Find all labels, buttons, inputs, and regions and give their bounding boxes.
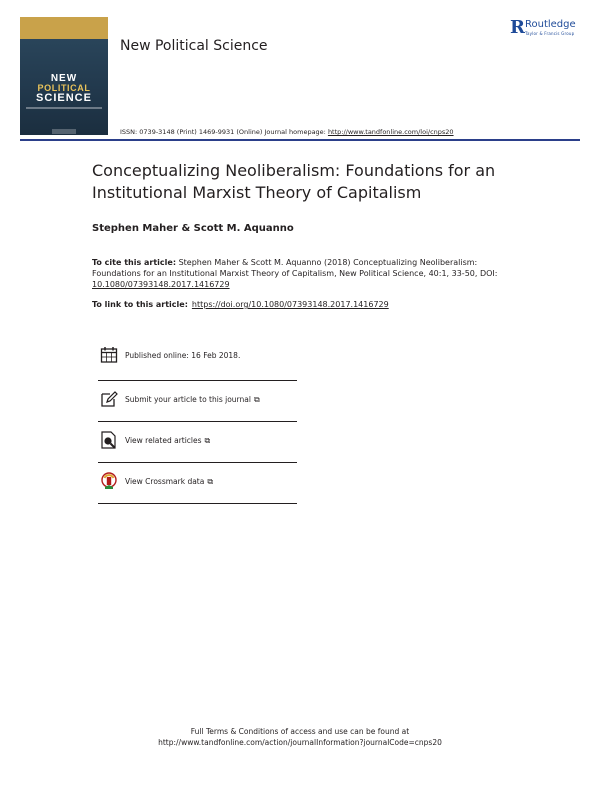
article-authors: Stephen Maher & Scott M. Aquanno (92, 223, 294, 234)
submit-article-text: Submit your article to this journal (125, 395, 251, 404)
journal-title: New Political Science (120, 38, 268, 54)
cover-title-line3: SCIENCE (36, 92, 92, 104)
article-link-line (92, 300, 389, 309)
external-link-icon: ⧉ (204, 436, 211, 445)
published-online-row (98, 337, 298, 373)
article-title: Conceptualizing Neoliberalism: Foundations for an Institutional Marxist Theory of Capitalism (92, 161, 496, 202)
view-related-articles-link[interactable] (98, 422, 298, 458)
crossmark-text: View Crossmark data (125, 477, 205, 486)
terms-link[interactable]: http://www.tandfonline.com/action/journalInformation?journalCode=cnps20 (158, 738, 442, 747)
published-online-text: Published online: 16 Feb 2018. (125, 351, 241, 360)
article-doi-link[interactable]: https://doi.org/10.1080/07393148.2017.1416729 (191, 300, 389, 309)
related-articles-label (125, 436, 210, 446)
submit-article-link[interactable] (98, 381, 298, 417)
issn-line (120, 128, 454, 136)
publisher-tagline: Taylor & Francis Group (525, 31, 575, 36)
publisher-name: Routledge (525, 19, 576, 30)
issn-text: ISSN: 0739-3148 (Print) 1469-9931 (Online) Journal homepage: (120, 128, 328, 136)
link-label: To link to this article: (92, 300, 188, 309)
cover-subtitle-band (26, 107, 102, 109)
header-divider (20, 139, 580, 141)
citation-text: Stephen Maher & Scott M. Aquanno (2018) Conceptualizing Neoliberalism: Foundations for an Institutional Marxist Theory of Capitalism, New Political Science, 40:1, 33-50, DOI: (92, 258, 498, 278)
crossmark-icon (100, 472, 118, 490)
publisher-logo (510, 18, 590, 40)
external-link-icon: ⧉ (253, 395, 260, 404)
external-link-icon: ⧉ (207, 477, 214, 486)
action-divider (98, 503, 297, 504)
citation-doi-link[interactable]: 10.1080/07393148.2017.1416729 (92, 280, 230, 289)
calendar-icon (100, 346, 118, 364)
routledge-r-icon: R (510, 17, 525, 38)
journal-cover-image (20, 17, 108, 135)
edit-pencil-icon (100, 390, 118, 408)
terms-footer (100, 726, 500, 748)
terms-text: Full Terms & Conditions of access and use can be found at (190, 727, 410, 736)
cover-title-line1: NEW (50, 73, 78, 84)
journal-homepage-link[interactable]: http://www.tandfonline.com/loi/cnps20 (327, 128, 454, 136)
citation-label: To cite this article: (92, 258, 177, 267)
citation-block (92, 257, 522, 290)
submit-article-label (125, 395, 260, 405)
cover-title-line2: POLITICAL (37, 83, 91, 93)
cover-publisher-mark (52, 129, 76, 134)
crossmark-label (125, 477, 213, 487)
cover-top-band (20, 17, 108, 39)
related-articles-search-icon (100, 431, 118, 449)
related-articles-text: View related articles (125, 436, 202, 445)
view-crossmark-link[interactable] (98, 463, 298, 499)
